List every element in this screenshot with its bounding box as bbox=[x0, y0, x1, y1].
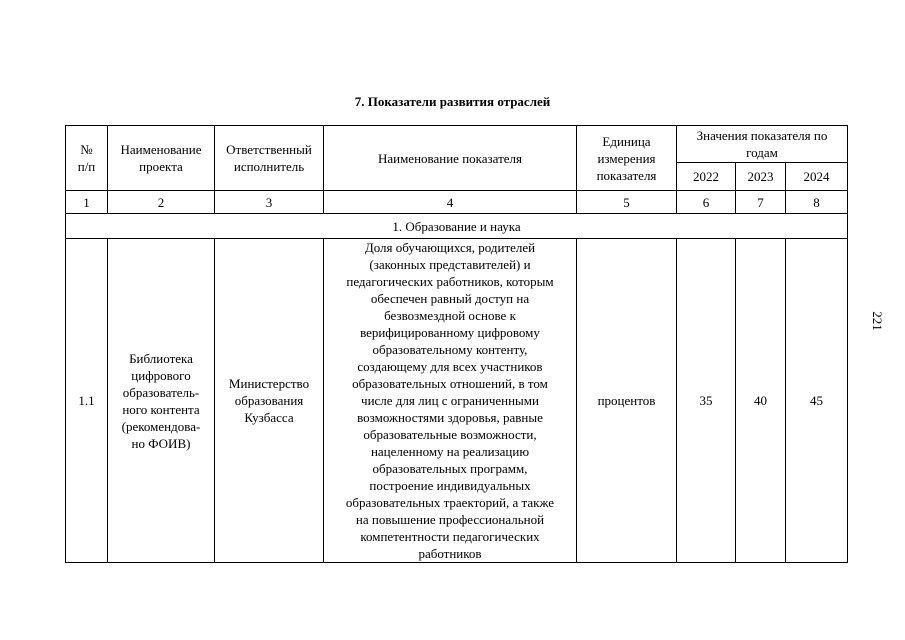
header-num: № п/п bbox=[66, 126, 108, 191]
column-number: 5 bbox=[577, 191, 677, 214]
column-number: 2 bbox=[108, 191, 215, 214]
page-number: 221 bbox=[870, 311, 885, 331]
header-project: Наименование проекта bbox=[108, 126, 215, 191]
column-number: 6 bbox=[677, 191, 736, 214]
row-unit: процентов bbox=[577, 239, 677, 563]
row-value-2024: 45 bbox=[786, 239, 848, 563]
column-numbers-row bbox=[66, 191, 848, 214]
table-row bbox=[66, 239, 848, 563]
column-number: 1 bbox=[66, 191, 108, 214]
section-title: 1. Образование и наука bbox=[66, 214, 848, 239]
header-unit: Единица измерения показателя bbox=[577, 126, 677, 191]
row-executor: Министерство образования Кузбасса bbox=[215, 239, 324, 563]
indicators-table bbox=[65, 125, 848, 563]
document-title: 7. Показатели развития отраслей bbox=[354, 94, 551, 109]
section-row bbox=[66, 214, 848, 239]
header-year-2022: 2022 bbox=[677, 163, 736, 191]
header-values: Значения показателя по годам bbox=[677, 126, 848, 163]
row-value-2022: 35 bbox=[677, 239, 736, 563]
column-number: 7 bbox=[736, 191, 786, 214]
header-indicator: Наименование показателя bbox=[324, 126, 577, 191]
column-number: 3 bbox=[215, 191, 324, 214]
header-year-2023: 2023 bbox=[736, 163, 786, 191]
row-indicator: Доля обучающихся, родителей (законных представителей) и педагогических работников, которым обеспечен равный доступ на безвозмездной основе к верифицированному цифровому образовательному контенту, создающему для всех участников образовательных отношений, в том числе для лиц с ограниченными возможностями здоровья, равные образовательные возможности, нацеленному на реализацию образовательных программ, построение индивидуальных образовательных траекторий, а также на повышение профессиональной компетентности педагогических работников bbox=[324, 239, 577, 563]
column-number: 4 bbox=[324, 191, 577, 214]
row-num: 1.1 bbox=[66, 239, 108, 563]
row-project: Библиотека цифрового образователь- ного контента (рекомендова- но ФОИВ) bbox=[108, 239, 215, 563]
row-value-2023: 40 bbox=[736, 239, 786, 563]
column-number: 8 bbox=[786, 191, 848, 214]
header-executor: Ответственный исполнитель bbox=[215, 126, 324, 191]
header-year-2024: 2024 bbox=[786, 163, 848, 191]
